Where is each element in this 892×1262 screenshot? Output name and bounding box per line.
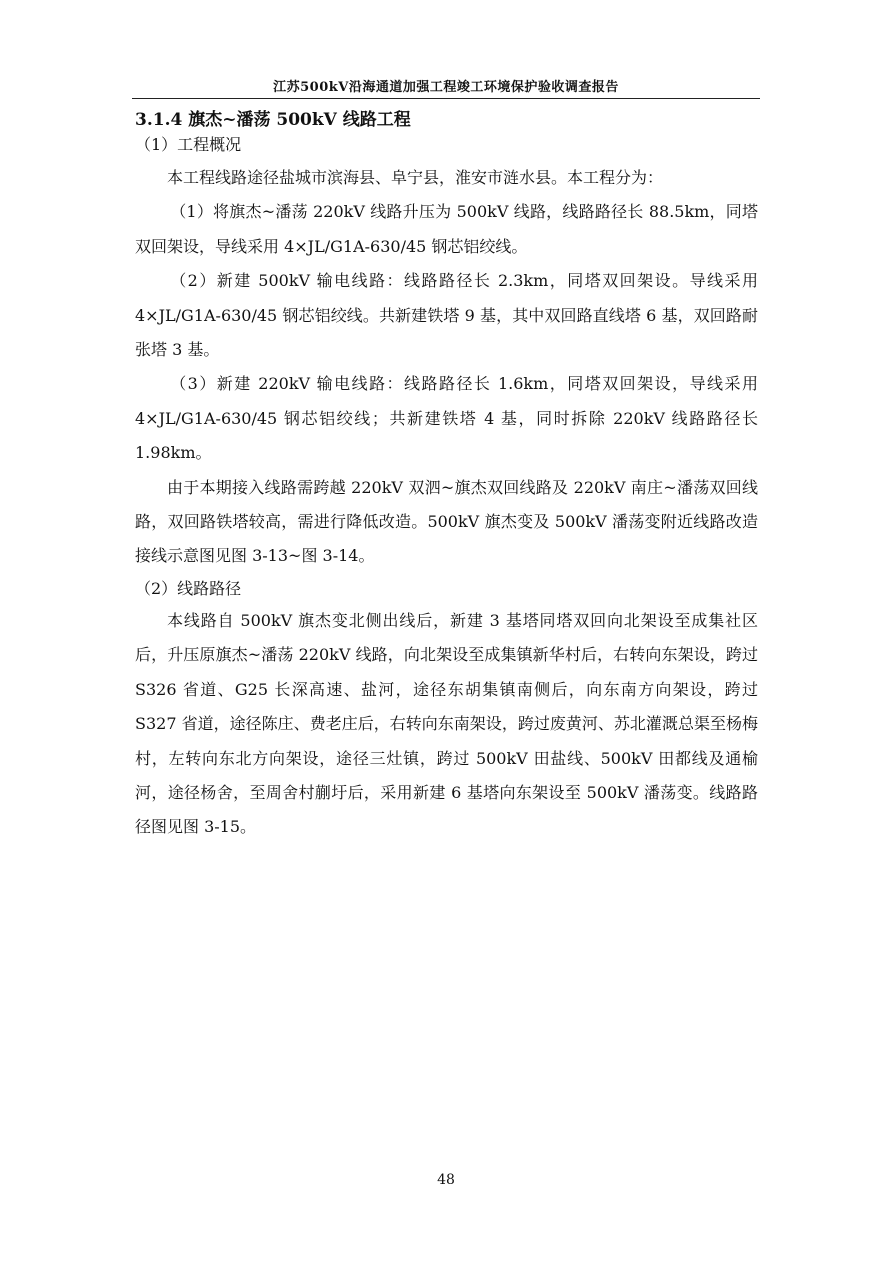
overview-intro: 本工程线路途径盐城市滨海县、阜宁县，淮安市涟水县。本工程分为： <box>167 168 664 187</box>
overview-item-2: （2）新建 500kV 输电线路：线路路径长 2.3km，同塔双回架设。导线采用 4×JL/G1A-630/45 钢芯铝绞线。共新建铁塔 9 基，其中双回路直线塔 6 基，双回路耐张塔 3 基。 <box>135 271 758 360</box>
header-divider <box>132 98 760 99</box>
section-title: 3.1.4 旗杰~潘荡 500kV 线路工程 <box>135 110 411 130</box>
page-body <box>135 107 758 845</box>
overview-item-1: （1）将旗杰~潘荡 220kV 线路升压为 500kV 线路，线路路径长 88.5km，同塔双回架设，导线采用 4×JL/G1A-630/45 钢芯铝绞线。 <box>135 202 758 256</box>
overview-item-3: （3）新建 220kV 输电线路：线路路径长 1.6km，同塔双回架设，导线采用 4×JL/G1A-630/45 钢芯铝绞线；共新建铁塔 4 基，同时拆除 220kV 线路路径长 1.98km。 <box>135 374 758 463</box>
subsection-heading-overview: （1）工程概况 <box>135 135 242 154</box>
page-number: 48 <box>437 1172 455 1188</box>
subsection-heading-route: （2）线路路径 <box>135 578 242 598</box>
route-description: 本线路自 500kV 旗杰变北侧出线后，新建 3 基塔同塔双回向北架设至成集社区后，升压原旗杰~潘荡 220kV 线路，向北架设至成集镇新华村后，右转向东架设，跨过 S326 省道、G25 长深高速、盐河，途径东胡集镇南侧后，向东南方向架设，跨过 S327 省道，途径陈庄、费老庄后，右转向东南架设，跨过废黄河、苏北灌溉总渠至杨梅村，左转向东北方向架设，途径三灶镇，跨过 500kV 田盐线、500kV 田都线及通榆河，途径杨舍，至周舍村蒯圩后，采用新建 6 基塔向东架设至 500kV 潘荡变。线路路径图见图 3-15。 <box>135 610 758 837</box>
overview-note: 由于本期接入线路需跨越 220kV 双泗~旗杰双回线路及 220kV 南庄~潘荡双回线路，双回路铁塔较高，需进行降低改造。500kV 旗杰变及 500kV 潘荡变附近线路改造接线示意图见图 3-13~图 3-14。 <box>135 477 758 566</box>
report-header: 江苏500kV沿海通道加强工程竣工环境保护验收调查报告 <box>273 80 619 95</box>
